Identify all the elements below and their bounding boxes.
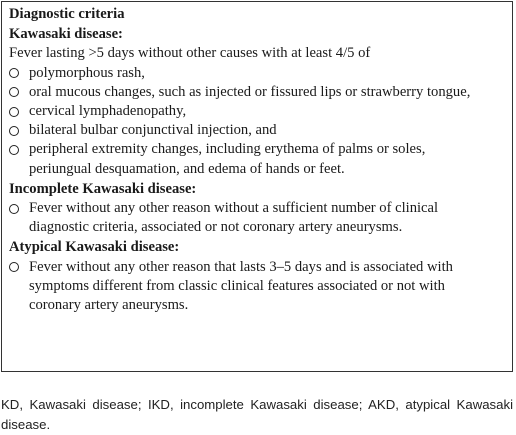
list-item-text: peripheral extremity changes, including erythema of palms or soles, periungual desquamation, and edema of hands or feet. bbox=[29, 141, 426, 177]
list-item bbox=[9, 140, 504, 178]
list-item bbox=[9, 199, 504, 237]
list-item-text: cervical lymphadenopathy, bbox=[29, 103, 187, 120]
circle-bullet-icon bbox=[9, 64, 29, 83]
diagnostic-criteria-table bbox=[1, 1, 513, 372]
circle-bullet-icon bbox=[9, 121, 29, 140]
circle-bullet-icon bbox=[9, 199, 29, 218]
circle-bullet-icon bbox=[9, 83, 29, 102]
table-footnote: KD, Kawasaki disease; IKD, incomplete Kawasaki disease; AKD, atypical Kawasaki disease. bbox=[1, 397, 513, 432]
atypical-kawasaki-heading: Atypical Kawasaki disease: bbox=[9, 239, 180, 256]
incomplete-kawasaki-heading: Incomplete Kawasaki disease: bbox=[9, 180, 197, 197]
list-item-text: bilateral bulbar conjunctival injection, and bbox=[29, 122, 277, 139]
circle-bullet-icon bbox=[9, 140, 29, 159]
list-item bbox=[9, 102, 504, 121]
list-item-text: oral mucous changes, such as injected or fissured lips or strawberry tongue, bbox=[29, 83, 471, 100]
list-item bbox=[9, 64, 504, 83]
list-item bbox=[9, 258, 504, 316]
table-title: Diagnostic criteria bbox=[9, 6, 125, 22]
circle-bullet-icon bbox=[9, 258, 29, 277]
list-item bbox=[9, 121, 504, 140]
kawasaki-heading: Kawasaki disease: bbox=[9, 26, 123, 43]
list-item-text: Fever without any other reason without a sufficient number of clinical diagnostic criteria, associated or not coronary artery aneurysms. bbox=[29, 200, 439, 236]
list-item-text: polymorphous rash, bbox=[29, 64, 145, 81]
list-item bbox=[9, 83, 504, 102]
circle-bullet-icon bbox=[9, 102, 29, 121]
kawasaki-intro: Fever lasting >5 days without other causes with at least 4/5 of bbox=[9, 45, 371, 62]
list-item-text: Fever without any other reason that lasts 3–5 days and is associated with symptoms different from classic clinical features associated or not with coronary artery aneurysms. bbox=[29, 258, 453, 314]
